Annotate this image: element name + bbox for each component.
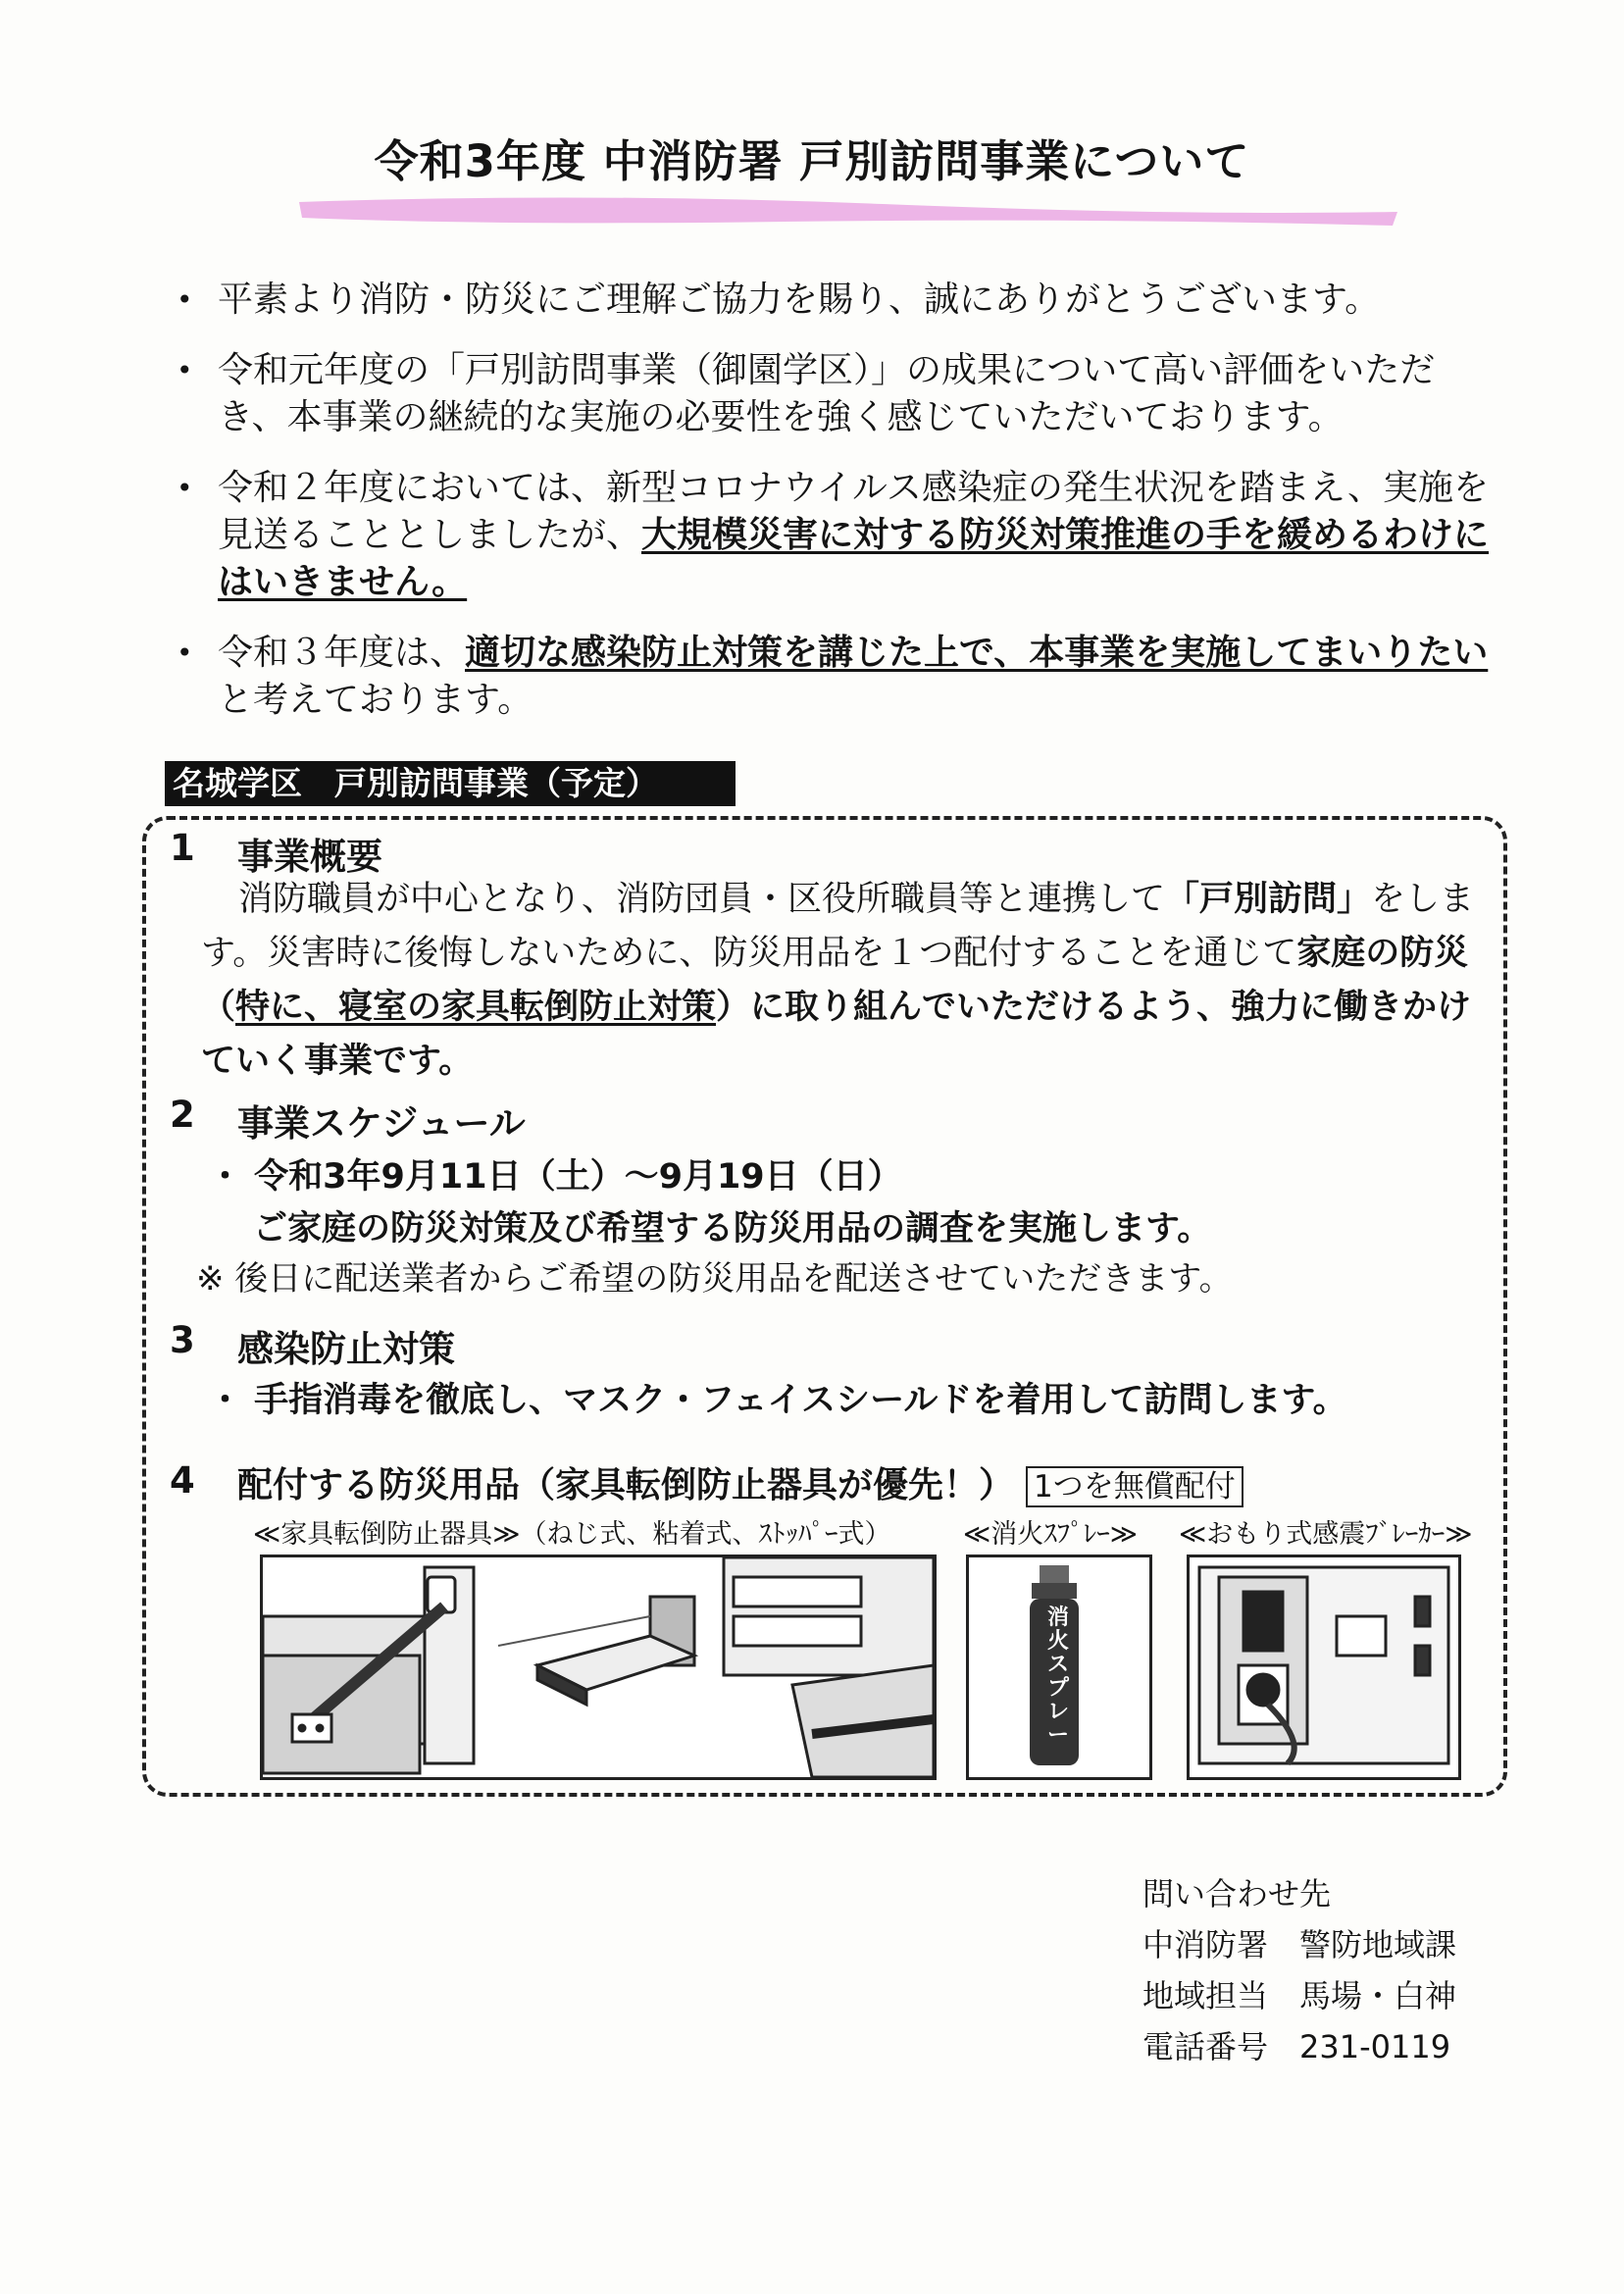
contact-phone: 電話番号 231-0119 bbox=[1142, 2028, 1451, 2065]
bullet-dot-icon: • bbox=[177, 354, 193, 386]
caption-breaker: ≪おもり式感震ﾌﾞﾚｰｶｰ≫ bbox=[1179, 1519, 1473, 1550]
extinguisher-spray-illustration bbox=[966, 1555, 1152, 1780]
section-number: 3 bbox=[170, 1319, 195, 1361]
section-tab: 名城学区 戸別訪問事業（予定） bbox=[165, 761, 736, 806]
furniture-device-illustration bbox=[260, 1555, 937, 1780]
section1-bold: 家庭の防災（ bbox=[201, 934, 1469, 1027]
schedule-date: ・ 令和3年9月11日（土）～9月19日（日） bbox=[208, 1157, 902, 1197]
section4-heading-row bbox=[237, 1457, 1243, 1507]
bullet-item bbox=[177, 277, 1491, 324]
section-heading: 事業スケジュール bbox=[237, 1102, 526, 1145]
schedule-note: ※ 後日に配送業者からご希望の防災用品を配送させていただきます。 bbox=[196, 1259, 1233, 1299]
bullet-item bbox=[177, 465, 1491, 606]
contact-block bbox=[1142, 1868, 1456, 2072]
furniture-device-icon bbox=[263, 1557, 934, 1777]
bullet-dot-icon: • bbox=[177, 472, 193, 504]
contact-heading: 問い合わせ先 bbox=[1142, 1875, 1332, 1912]
bullet-emphasis: 大規模災害に対する防災対策推進の手を緩めるわけにはいきません。 bbox=[218, 515, 1490, 602]
section1-bold: ）に取り組んでいただけるよう、強力に働きかけていく事業です。 bbox=[201, 988, 1472, 1081]
section1-emphasis: 「戸別訪問」 bbox=[1165, 880, 1372, 919]
bullet-item bbox=[177, 347, 1491, 441]
section-number: 2 bbox=[170, 1094, 195, 1136]
bullet-dot-icon: • bbox=[177, 637, 193, 669]
section1-text: をします。災害時に後悔しないために、防災用品を１つ配付することを通じて bbox=[201, 880, 1475, 973]
spray-label: 消火スプレー bbox=[1047, 1606, 1070, 1748]
bullet-emphasis: 適切な感染防止対策を講じた上で、本事業を実施してまいりたい bbox=[465, 633, 1489, 673]
seismic-breaker-illustration bbox=[1187, 1555, 1461, 1780]
page-title: 令和3年度 中消防署 戸別訪問事業について bbox=[374, 135, 1250, 187]
bullet-text: 平素より消防・防災にご理解ご協力を賜り、誠にありがとうございます。 bbox=[218, 280, 1381, 320]
bullet-text: 令和３年度は、 bbox=[218, 633, 466, 673]
title-highlight bbox=[294, 182, 1402, 231]
bullet-text: 令和２年度においては、新型コロナウイルス感染症の発生状況を踏まえ、実施を見送ることとしましたが、 bbox=[218, 468, 1490, 555]
schedule-survey: ご家庭の防災対策及び希望する防災用品の調査を実施します。 bbox=[253, 1209, 1212, 1249]
contact-station: 中消防署 警防地域課 bbox=[1142, 1926, 1457, 1963]
free-distribution-tag: 1つを無償配付 bbox=[1026, 1466, 1243, 1507]
caption-spray: ≪消火ｽﾌﾟﾚｰ≫ bbox=[963, 1519, 1139, 1550]
caption-furniture: ≪家具転倒防止器具≫（ねじ式、粘着式、ｽﾄｯﾊﾟｰ式） bbox=[253, 1519, 891, 1550]
section1-body bbox=[201, 873, 1491, 1089]
section-number: 1 bbox=[170, 827, 195, 869]
contact-staff: 地域担当 馬場・白神 bbox=[1142, 1977, 1457, 2014]
bullet-dot-icon: • bbox=[177, 283, 193, 316]
infection-measure: ・ 手指消毒を徹底し、マスク・フェイスシールドを着用して訪問します。 bbox=[208, 1381, 1347, 1420]
section-heading: 事業概要 bbox=[237, 836, 382, 878]
section1-text: 消防職員が中心となり、消防団員・区役所職員等と連携して bbox=[238, 880, 1166, 919]
section-heading: 配付する防災用品（家具転倒防止器具が優先！） bbox=[237, 1465, 1015, 1505]
section1-underline: 特に、寝室の家具転倒防止対策 bbox=[235, 988, 717, 1027]
breaker-icon bbox=[1190, 1557, 1458, 1777]
section-heading: 感染防止対策 bbox=[237, 1328, 455, 1370]
bullet-item bbox=[177, 630, 1491, 724]
section-number: 4 bbox=[170, 1459, 195, 1502]
bullet-text: 令和元年度の「戸別訪問事業（御園学区）」の成果について高い評価をいただき、本事業の継続的な実施の必要性を強く感じていただいております。 bbox=[218, 350, 1436, 437]
intro-bullets bbox=[177, 277, 1491, 747]
bullet-text: と考えております。 bbox=[218, 680, 533, 720]
